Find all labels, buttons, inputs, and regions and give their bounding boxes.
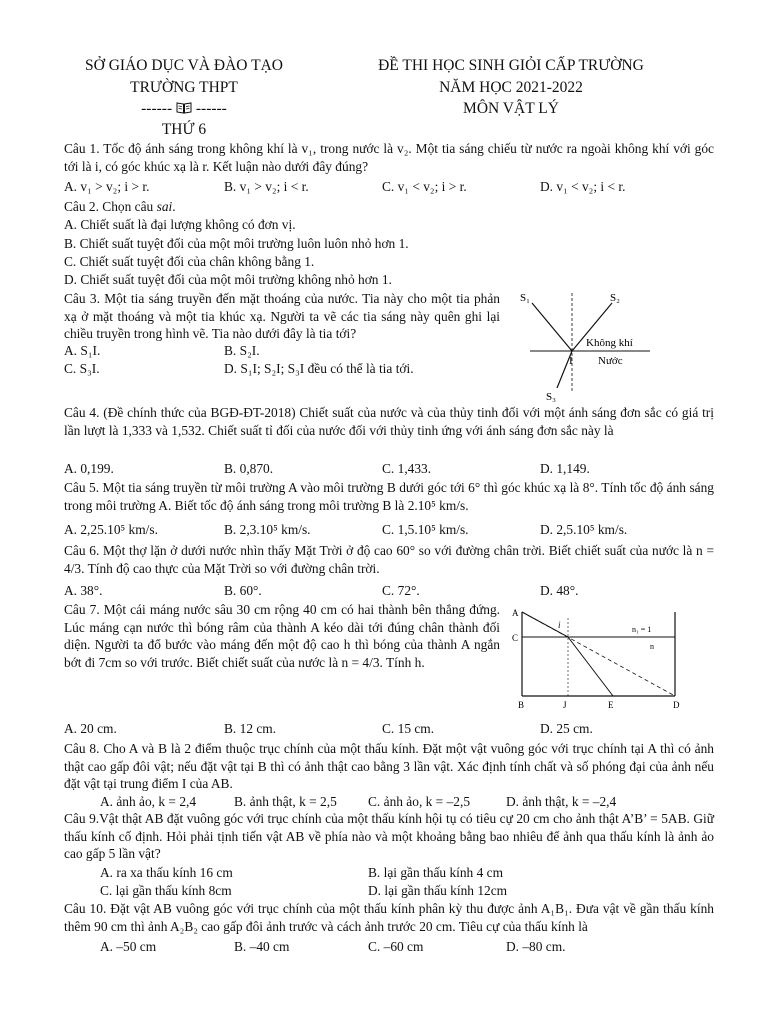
question-3-option-b: B. S₂I. [224,343,260,358]
question-7-option-d: D. 25 cm. [540,721,593,736]
label-b: B [518,700,525,710]
question-8-text: Câu 8. Cho A và B là 2 điểm thuộc trục chính của một thấu kính. Đặt một vật vuông góc với trục chính tại A thì có ảnh thật cao gấp đôi vật; nếu đặt vật tại B thì có ảnh thật cao bằng 3 lần vật. Xác định tính chất và số phóng đại của ảnh nếu đặt vật tại trung điểm I của AB. [64,741,714,792]
label-water: Nước [598,355,623,367]
label-n1: n₁ = 1 [632,625,652,634]
question-8-option-d: D. ảnh thật, k = –2,4 [506,794,617,809]
label-c: C [512,633,519,643]
question-5-option-a: A. 2,25.10⁵ km/s. [64,522,158,537]
question-10-option-d: D. –80 cm. [506,939,566,954]
question-10-option-c: C. –60 cm [368,939,424,954]
question-1-option-b: B. v₁ > v₂; i < r. [224,179,309,194]
exam-title: ĐỀ THI HỌC SINH GIỎI CẤP TRƯỜNG [378,57,644,74]
question-1-option-c: C. v₁ < v₂; i > r. [382,179,467,194]
question-6-option-a: A. 38°. [64,583,103,598]
question-4-text: Câu 4. (Đề chính thức của BGĐ-ĐT-2018) Chiết suất của nước và của thủy tinh đối với một ánh sáng đơn sắc có giá trị lần lượt là 1,333 và 1,532. Chiết suất tỉ đối của nước đối với thủy tinh ứng với ánh sáng đơn sắc này là [64,405,714,438]
question-3-option-d: D. S₁I; S₂I; S₃I đều có thể là tia tới. [224,361,414,376]
question-5-option-d: D. 2,5.10⁵ km/s. [540,522,628,537]
question-10-option-b: B. –40 cm [234,939,290,954]
label-n: n [650,642,654,651]
question-1-text: Câu 1. Tốc độ ánh sáng trong không khí là v₁, trong nước là v₂. Một tia sáng chiếu từ nước ra ngoài không khí với góc tới là i, có góc khúc xạ là r. Kết luận nào dưới đây đúng? [64,141,714,174]
question-7-option-a: A. 20 cm. [64,721,117,736]
question-1-option-d: D. v₁ < v₂; i < r. [540,179,626,194]
school-name: TRƯỜNG THPT [130,79,238,96]
question-7-option-b: B. 12 cm. [224,721,277,736]
question-6-option-c: C. 72°. [382,583,420,598]
question-6-text: Câu 6. Một thợ lặn ở dưới nước nhìn thấy Mặt Trời ở độ cao 60° so với đường chân trời. Biết chiết suất của nước là n = 4/3. Tính độ cao thực của Mặt Trời so với đường chân trời. [64,543,714,576]
question-4-option-c: C. 1,433. [382,461,432,476]
question-6-option-b: B. 60°. [224,583,262,598]
exam-day: THỨ 6 [161,121,207,138]
question-3-option-a: A. S₁I. [64,343,101,358]
department-name: SỞ GIÁO DỤC VÀ ĐÀO TẠO [85,57,283,74]
label-a: A [512,608,519,618]
question-9-text: Câu 9.Vật thật AB đặt vuông góc với trục chính của một thấu kính hội tụ có tiêu cự 20 cm cho ảnh thật A’B’ = 5AB. Giữ thấu kính cố định. Hỏi phải tịnh tiến vật AB về phía nào và một khoảng bằng bao nhiêu để ảnh qua thấu kính là ảnh ảo cao gấp 5 lần vật? [64,811,714,862]
question-7-option-c: C. 15 cm. [382,721,435,736]
question-8-option-c: C. ảnh ảo, k = –2,5 [368,794,471,809]
question-2-option-a: A. Chiết suất là đại lượng không có đơn vị. [64,217,296,232]
figure-refraction-rays [510,288,660,403]
label-e: E [608,700,614,710]
ray-s1 [532,303,572,351]
question-9-option-a: A. ra xa thấu kính 16 cm [100,865,233,880]
label-s1: S₁ [520,292,530,304]
question-10-text: Câu 10. Đặt vật AB vuông góc với trục chính của một thấu kính phân kỳ thu được ảnh A₁B₁. Đưa vật về gần thấu kính thêm 90 cm thì ảnh A₂B₂ cao gấp đôi ảnh trước và cách ảnh trước 20 cm. Tiêu cự của thấu kính là [64,901,714,934]
label-air: Không khí [586,337,633,349]
incident-ray [522,612,568,637]
subject: MÔN VẬT LÝ [463,100,559,117]
school-year: NĂM HỌC 2021-2022 [439,79,583,96]
question-4-option-d: D. 1,149. [540,461,590,476]
question-6-option-d: D. 48°. [540,583,579,598]
question-8-option-b: B. ảnh thật, k = 2,5 [234,794,337,809]
question-9-option-c: C. lại gần thấu kính 8cm [100,883,232,898]
question-7-text: Câu 7. Một cái máng nước sâu 30 cm rộng 40 cm có hai thành bên thẳng đứng. Lúc máng cạn nước thì bóng râm của thành A kéo dài tới đúng chân thành đối diện. Người ta đổ bước vào máng đến một độ cao h thì bóng của thành A ngắn bớt đi 7cm so với trước. Biết chiết suất của nước là n = 4/3. Tính h. [64,602,500,670]
question-2-option-d: D. Chiết suất tuyệt đối của một môi trường không nhỏ hơn 1. [64,272,392,287]
question-4-option-a: A. 0,199. [64,461,114,476]
question-1-option-a: A. v₁ > v₂; i > r. [64,179,150,194]
question-10-option-a: A. –50 cm [100,939,157,954]
question-3-option-c: C. S₃I. [64,361,100,376]
question-2-option-c: C. Chiết suất tuyệt đối của chân không bằng 1. [64,254,315,269]
label-d: D [673,700,680,710]
label-j: J [563,700,567,710]
question-9-option-d: D. lại gần thấu kính 12cm [368,883,508,898]
question-5-option-c: C. 1,5.10⁵ km/s. [382,522,469,537]
question-4-option-b: B. 0,870. [224,461,274,476]
question-9-option-b: B. lại gần thấu kính 4 cm [368,865,503,880]
book-icon [176,101,192,114]
figure-water-trough [510,604,690,712]
question-2-text: Câu 2. Chọn câu sai. [64,199,176,214]
label-s2: S₂ [610,292,620,304]
question-5-option-b: B. 2,3.10⁵ km/s. [224,522,311,537]
refracted-ray [568,637,613,696]
label-i: I [569,355,573,367]
header-divider: ------ ------ [141,100,227,117]
question-5-text: Câu 5. Một tia sáng truyền từ môi trường A vào môi trường B dưới góc tới 6° thì góc khúc xạ là 8°. Tính tốc độ ánh sáng trong môi trường A. Biết tốc độ ánh sáng trong môi trường B là 2.10⁵ km/s. [64,480,714,513]
label-angle-i: i [558,620,561,630]
question-8-option-a: A. ảnh ảo, k = 2,4 [100,794,197,809]
question-2-option-b: B. Chiết suất tuyệt đối của một môi trường luôn luôn nhỏ hơn 1. [64,236,409,251]
question-3-text: Câu 3. Một tia sáng truyền đến mặt thoáng của nước. Tia này cho một tia phản xạ ở mặt thoáng và một tia khúc xạ. Người ta vẽ các tia sáng này quên ghi lại chiều truyền trong hình vẽ. Tia nào dưới đây là tia tới? [64,291,500,342]
label-s3: S₃ [546,391,556,403]
